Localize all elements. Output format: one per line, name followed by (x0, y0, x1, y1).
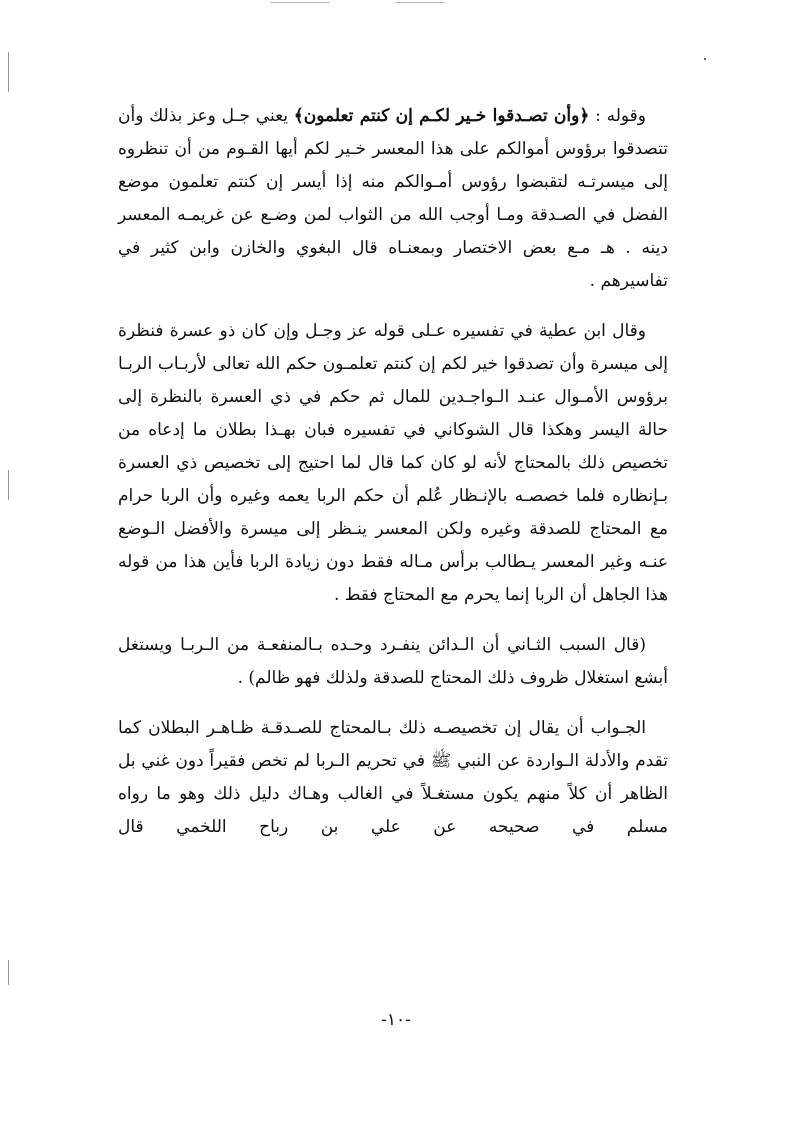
paragraph-quran-commentary (118, 100, 668, 298)
scan-artifact-margin-mark (8, 960, 9, 985)
paragraph-answer (118, 712, 668, 844)
paragraph-second-reason (118, 629, 668, 695)
quran-verse-quote: ﴿وأن تصـدقوا خـير لكـم إن كنتم تعلمون﴾ (293, 106, 590, 126)
paragraph-text: وقال ابن عطية في تفسيره عـلى قوله عز وجـل وإن كان ذو عسرة فنظرة إلى ميسرة وأن تصدقوا خير لكم إن كنتم تعلمـون حكم الله تعالى لأربـاب الربـا برؤوس الأمـوال عنـد الـواجـدين للمال ثم حكم في ذي العسرة بالنظرة إلى حالة اليسر وهكذا قال الشوكاني في تفسيره فبان بهـذا بطلان ما إدعاه من تخصيص ذلك بالمحتاج لأنه لو كان كما قال لما احتيج إلى تخصيص ذي العسرة بـإنظاره فلما خصصـه بالإنـظار عُلم أن حكم الربا يعمه وغيره وأن الربا حرام مع المحتاج للصدقة وغيره ولكن المعسر ينـظر إلى ميسرة والأفضل الـوضع عنـه وغير المعسر يـطالب برأس مـاله فقط دون زيادة الربا فأين هذا من قوله هذا الجاهل أن الربا إنما يحرم مع المحتاج فقط . (118, 321, 668, 605)
scan-artifact-margin-mark (8, 470, 9, 500)
paragraph-text: (قال السبب الثـاني أن الـدائن ينفـرد وحـده بـالمنفعـة من الـربـا ويستغل أبشع استغلال ظروف ذلك المحتاج للصدقة ولذلك فهو ظالم) . (118, 635, 668, 688)
paragraph-text: الجـواب أن يقال إن تخصيصـه ذلك بـالمحتاج للصـدقـة ظـاهـر البطلان كما تقدم والأدلة الـواردة عن النبي ﷺ في تحريم الـربا لم تخص فقيراً دون غني بل الظاهر أن كلاً منهم يكون مستغـلاً في الغالب وهـاك دليل ذلك وهو ما رواه مسلم في صحيحه عن علي بن رباح اللخمي قال (118, 718, 668, 837)
paragraph-lead: وقوله : (589, 106, 646, 126)
paragraph-ibn-atiyah (118, 315, 668, 612)
scan-artifact-top-line (270, 2, 330, 3)
scan-artifact-dot (704, 58, 706, 60)
paragraph-text: يعني جـل وعز بذلك وأن تتصدقوا برؤوس أموالكم على هذا المعسر خـير لكم أيها القـوم من أن تنظروه إلى ميسرتـه لتقبضوا رؤوس أمـوالكم منه إذا أيسر إن كنتم تعلمون موضع الفضل في الصـدقة ومـا أوجب الله من الثواب لمن وضـع عن غريمـه المعسر دينه . هـ مـع بعض الاختصار وبمعنـاه قال البغوي والخازن وابن كثير في تفاسيرهم . (118, 106, 668, 291)
page-number: -١٠- (381, 1010, 411, 1030)
scan-artifact-top-line (395, 2, 445, 3)
scan-artifact-margin-mark (8, 52, 9, 92)
page-body (118, 100, 668, 861)
